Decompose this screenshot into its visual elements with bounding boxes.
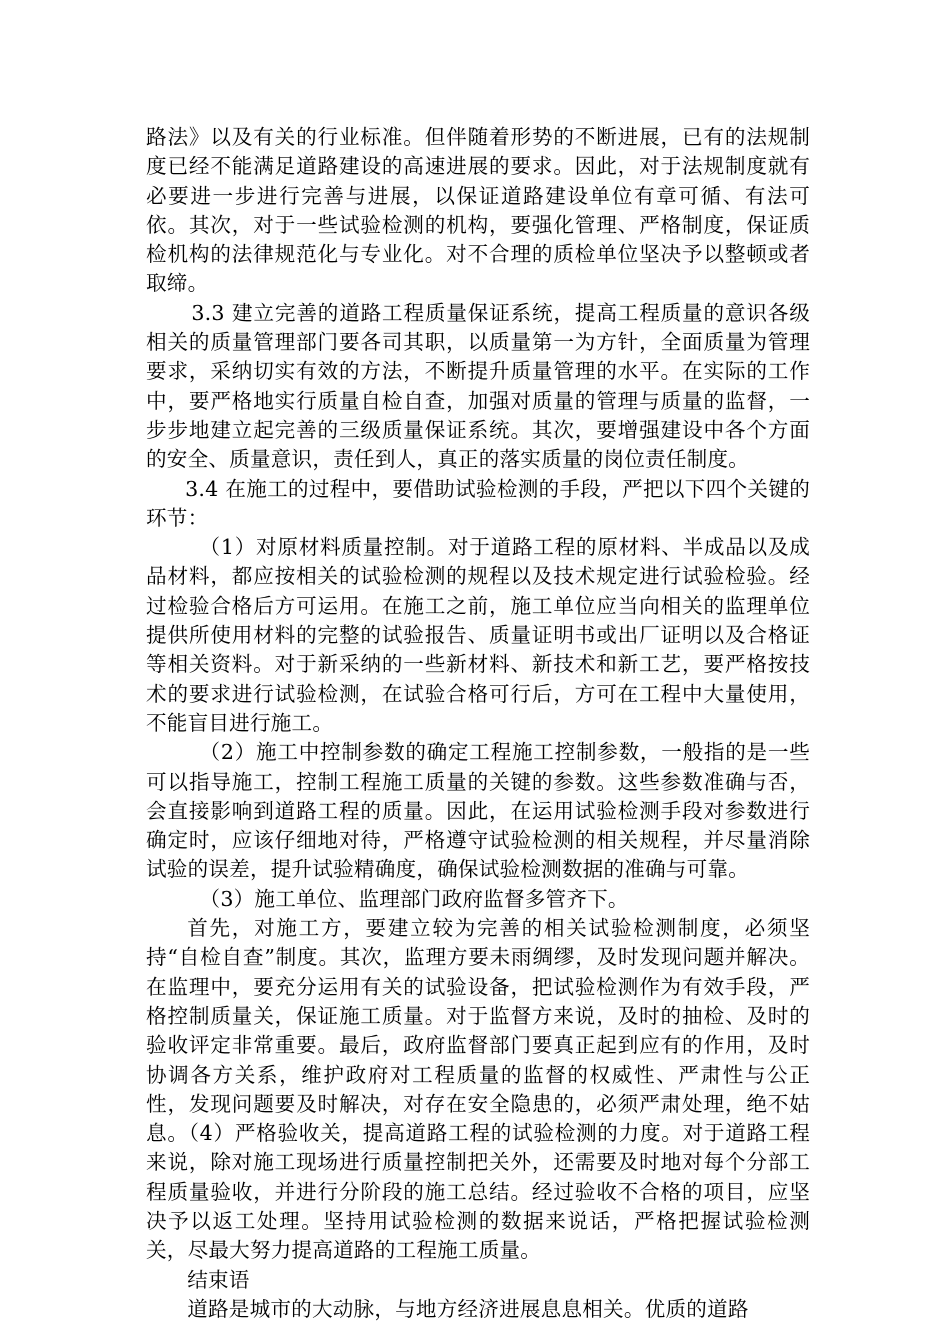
paragraph-item-1: （1）对原材料质量控制。对于道路工程的原材料、半成品以及成品材料，都应按相关的试验检测的规程以及技术规定进行试验检验。经过检验合格后方可运用。在施工之前，施工单位应当向相关的监理单位提供所使用材料的完整的试验报告、质量证明书或出厂证明以及合格证等相关资料。对于新采纳的一些新材料、新技术和新工艺，要严格按技术的要求进行试验检测，在试验合格可行后，方可在工程中大量使用，不能盲目进行施工。 [146,535,810,735]
paragraph-item-3: （3）施工单位、监理部门政府监督多管齐下。 [199,886,629,911]
heading-conclusion: 结束语 [187,1267,250,1292]
paragraph-section-3-4: 3.4 在施工的过程中，要借助试验检测的手段，严把以下四个关键的环节： [146,476,810,530]
paragraph-item-2: （2）施工中控制参数的确定工程施工控制参数，一般指的是一些可以指导施工，控制工程施工质量的关键的参数。这些参数准确与否，会直接影响到道路工程的质量。因此，在运用试验检测手段对参数进行确定时，应该仔细地对待，严格遵守试验检测的相关规程，并尽量消除试验的误差，提升试验精确度，确保试验检测数据的准确与可靠。 [146,740,810,882]
paragraph-conclusion: 道路是城市的大动脉，与地方经济进展息息相关。优质的道路 [187,1296,749,1321]
document-body [146,123,810,1324]
paragraph-legal-framework: 路法》以及有关的行业标准。但伴随着形势的不断进展，已有的法规制度已经不能满足道路建设的高速进展的要求。因此，对于法规制度就有必要进一步进行完善与进展，以保证道路建设单位有章可循、有法可依。其次，对于一些试验检测的机构，要强化管理、严格制度，保证质检机构的法律规范化与专业化。对不合理的质检单位坚决予以整顿或者取缔。 [146,125,810,296]
paragraph-supervision: 首先，对施工方，要建立较为完善的相关试验检测制度，必须坚持“自检自查”制度。其次，监理方要未雨绸缪，及时发现问题并解决。在监理中，要充分运用有关的试验设备，把试验检测作为有效手段，严格控制质量关，保证施工质量。对于监督方来说，及时的抽检、及时的验收评定非常重要。最后，政府监督部门要真正起到应有的作用，及时协调各方关系，维护政府对工程质量的监督的权威性、严肃性与公正性，发现问题要及时解决，对存在安全隐患的，必须严肃处理，绝不姑息。（4）严格验收关，提高道路工程的试验检测的力度。对于道路工程来说，除对施工现场进行质量控制把关外，还需要及时地对每个分部工程质量验收，并进行分阶段的施工总结。经过验收不合格的项目，应坚决予以返工处理。坚持用试验检测的数据来说话，严格把握试验检测关，尽最大努力提高道路的工程施工质量。 [146,916,810,1263]
paragraph-section-3-3: 3.3 建立完善的道路工程质量保证系统，提高工程质量的意识各级相关的质量管理部门要各司其职，以质量第一为方针，全面质量为管理要求，采纳切实有效的方法，不断提升质量管理的水平。在实际的工作中，要严格地实行质量自检自查，加强对质量的管理与质量的监督，一步步地建立起完善的三级质量保证系统。其次，要增强建设中各个方面的安全、质量意识，责任到人，真正的落实质量的岗位责任制度。 [146,300,810,472]
